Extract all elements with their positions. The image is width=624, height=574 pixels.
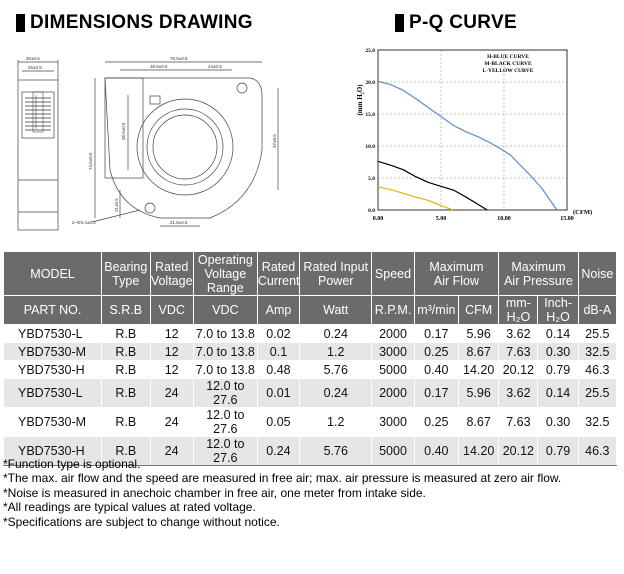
table-cell: 0.79 [538, 437, 578, 466]
table-cell: 0.30 [538, 408, 578, 437]
table-cell: 20.12 [499, 437, 538, 466]
th-vdc: VDC [150, 296, 193, 325]
side-view-body [18, 80, 58, 230]
table-row [4, 408, 617, 437]
table-cell: R.B [102, 408, 151, 437]
table-cell: 0.24 [257, 437, 299, 466]
table-cell: YBD7530-M [4, 343, 102, 361]
table-cell: YBD7530-H [4, 437, 102, 466]
table-cell: 0.02 [257, 325, 299, 343]
table-cell: 3.62 [499, 325, 538, 343]
housing-circle [137, 99, 233, 195]
table-cell: 0.30 [538, 343, 578, 361]
table-cell: 3000 [372, 343, 414, 361]
dim-holes: 2−Φ4.4±0.2 [72, 220, 96, 225]
th-speed: Speed [372, 252, 414, 296]
mount-hole-top [237, 83, 247, 93]
table-cell: 8.67 [459, 408, 499, 437]
table-cell: YBD7530-H [4, 361, 102, 379]
table-cell: 12 [150, 343, 193, 361]
th-inchh2o: Inch- H₂O [538, 296, 578, 325]
table-cell: 0.17 [414, 325, 458, 343]
table-row [4, 325, 617, 343]
table-cell: 7.0 to 13.8 [193, 361, 257, 379]
spec-table-body [4, 325, 617, 466]
table-cell: 32.5 [578, 408, 616, 437]
table-cell: R.B [102, 325, 151, 343]
table-cell: 7.0 to 13.8 [193, 325, 257, 343]
dim-hole-v: 38.5±0.5 [121, 122, 126, 140]
y-tick-label: 25.0 [365, 48, 375, 54]
legend-entry-h: H-BLUE CURVE [487, 54, 529, 60]
table-cell: 0.05 [257, 408, 299, 437]
table-cell: YBD7530-L [4, 379, 102, 408]
table-cell: 0.1 [257, 343, 299, 361]
x-tick-label: 5.00 [435, 216, 447, 222]
th-rated-power: Rated Input Power [300, 252, 372, 296]
table-cell: 32.5 [578, 343, 616, 361]
table-cell: 3.62 [499, 379, 538, 408]
table-cell: 5.76 [300, 437, 372, 466]
table-cell: 0.48 [257, 361, 299, 379]
y-tick-label: 15.0 [365, 112, 375, 118]
table-cell: 0.17 [414, 379, 458, 408]
table-row [4, 379, 617, 408]
table-cell: 14.20 [459, 361, 499, 379]
table-cell: 1.2 [300, 343, 372, 361]
legend [483, 54, 534, 74]
th-rated-voltage: Rated Voltage [150, 252, 193, 296]
th-watt: Watt [300, 296, 372, 325]
table-cell: 5.76 [300, 361, 372, 379]
table-cell: 1.2 [300, 408, 372, 437]
y-axis-label: (mm H₂O) [356, 84, 364, 116]
th-bearing: Bearing Type [102, 252, 151, 296]
table-cell: R.B [102, 343, 151, 361]
heading-bullet [16, 14, 25, 32]
pq-chart [345, 40, 624, 235]
y-tick-label: 5.0 [368, 176, 375, 182]
table-cell: 5000 [372, 437, 414, 466]
table-cell: 12.0 to 27.6 [193, 437, 257, 466]
dimensions-heading-text: DIMENSIONS DRAWING [30, 12, 253, 33]
mount-hole-bottom [145, 203, 155, 213]
spec-table [3, 251, 617, 466]
table-cell: 14.20 [459, 437, 499, 466]
x-tick-label: 10.00 [497, 216, 511, 222]
table-cell: 12.0 to 27.6 [193, 408, 257, 437]
table-cell: 7.63 [499, 408, 538, 437]
table-cell: 0.79 [538, 361, 578, 379]
th-vdc-range: VDC [193, 296, 257, 325]
heading-bullet [395, 14, 404, 32]
legend-entry-m: M-BLACK CURVE [484, 61, 532, 67]
x-tick-labels [373, 216, 574, 222]
table-cell: 0.25 [414, 408, 458, 437]
notes [3, 457, 561, 529]
table-cell: 25.5 [578, 325, 616, 343]
th-air-flow: Maximum Air Flow [414, 252, 499, 296]
th-model: MODEL [4, 252, 102, 296]
th-srb: S.R.B [102, 296, 151, 325]
table-cell: 7.0 to 13.8 [193, 343, 257, 361]
table-cell: 2000 [372, 325, 414, 343]
th-rated-current: Rated Current [257, 252, 299, 296]
th-dba: dB-A [578, 296, 616, 325]
dim-outlet-v: 21±0.5 [114, 198, 119, 212]
th-air-pressure: Maximum Air Pressure [499, 252, 578, 296]
table-cell: 20.12 [499, 361, 538, 379]
dimensions-heading [16, 12, 253, 34]
table-row [4, 361, 617, 379]
dim-bottom: 21.8±0.5 [170, 220, 188, 225]
th-amp: Amp [257, 296, 299, 325]
table-cell: 7.63 [499, 343, 538, 361]
table-cell: 24 [150, 408, 193, 437]
table-cell: YBD7530-L [4, 325, 102, 343]
table-row [4, 343, 617, 361]
table-cell: 0.14 [538, 325, 578, 343]
pq-heading [395, 12, 517, 34]
table-cell: 24 [150, 379, 193, 408]
y-tick-label: 0.0 [368, 208, 375, 214]
table-cell: 5000 [372, 361, 414, 379]
table-cell: R.B [102, 437, 151, 466]
th-noise: Noise [578, 252, 616, 296]
table-cell: 2000 [372, 379, 414, 408]
dim-side-width: 30±0.5 [26, 56, 40, 61]
dim-outlet: 24±0.5 [208, 64, 222, 69]
y-tick-label: 10.0 [365, 144, 375, 150]
table-cell: 0.40 [414, 437, 458, 466]
table-cell: 0.01 [257, 379, 299, 408]
table-cell: 46.3 [578, 437, 616, 466]
y-tick-labels [365, 48, 375, 214]
table-cell: 12 [150, 325, 193, 343]
th-part-no: PART NO. [4, 296, 102, 325]
dim-width-total: 76.5±0.5 [170, 56, 188, 61]
pq-heading-text: P-Q CURVE [409, 12, 517, 33]
side-view-outlet [22, 92, 54, 138]
x-tick-label: 0.00 [372, 216, 384, 222]
table-cell: R.B [102, 361, 151, 379]
dim-right-v: 37±0.5 [272, 134, 277, 148]
dim-height-total: 74.5±0.5 [88, 152, 93, 170]
dim-side-inner: 25±0.5 [28, 65, 42, 70]
plot-area [378, 50, 567, 210]
table-cell: 0.25 [414, 343, 458, 361]
x-tick-label: 15.00 [560, 216, 574, 222]
table-cell: 8.67 [459, 343, 499, 361]
note-line: *Specifications are subject to change without notice. [3, 514, 280, 529]
dimensions-drawing [0, 40, 350, 240]
table-cell: YBD7530-M [4, 408, 102, 437]
table-cell: 0.14 [538, 379, 578, 408]
table-cell: 46.3 [578, 361, 616, 379]
table-cell: 0.40 [414, 361, 458, 379]
table-cell: R.B [102, 379, 151, 408]
table-cell: 5.96 [459, 379, 499, 408]
y-tick-label: 20.0 [365, 80, 375, 86]
table-cell: 5.96 [459, 325, 499, 343]
th-operating-range: Operating Voltage Range [193, 252, 257, 296]
note-line: *Noise is measured in anechoic chamber in free air, one meter from intake side. [3, 485, 426, 500]
table-cell: 0.24 [300, 325, 372, 343]
x-axis-label: (CFM) [573, 209, 593, 216]
table-cell: 12 [150, 361, 193, 379]
table-cell: 3000 [372, 408, 414, 437]
th-m3min: m³/min [414, 296, 458, 325]
note-line: *All readings are typical values at rated voltage. [3, 500, 256, 515]
th-cfm: CFM [459, 296, 499, 325]
legend-entry-l: L-YELLOW CURVE [482, 68, 534, 74]
note-line: *Function type is optional. [3, 457, 141, 471]
table-cell: 0.24 [300, 379, 372, 408]
th-rpm: R.P.M. [372, 296, 414, 325]
table-cell: 12.0 to 27.6 [193, 379, 257, 408]
note-line: *The max. air flow and the speed are measured in free air; max. air pressure is measured at zero air flow. [3, 471, 562, 486]
th-mmh2o: mm- H₂O [499, 296, 538, 325]
table-cell: 25.5 [578, 379, 616, 408]
dim-center: 38.5±0.5 [150, 64, 168, 69]
table-cell: 24 [150, 437, 193, 466]
impeller-circle [147, 109, 223, 185]
